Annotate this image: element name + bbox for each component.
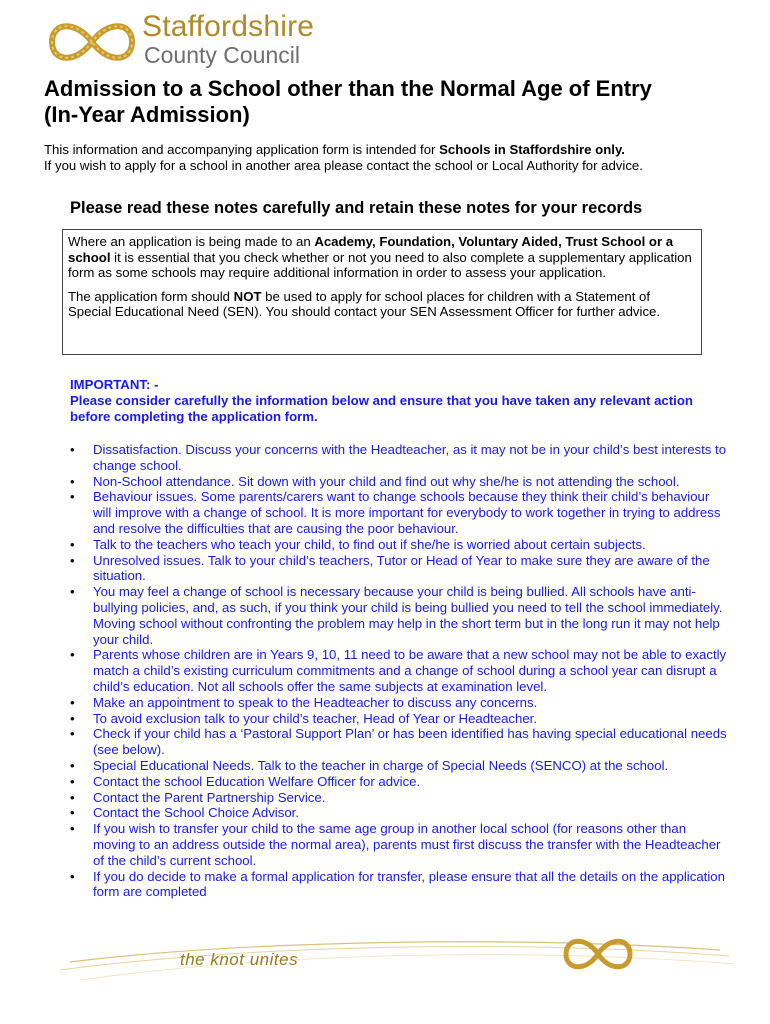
bullet-dot-icon: • [70,789,75,805]
bullet-dot-icon: • [70,489,75,505]
sen-paragraph [68,289,696,320]
bullet-item [70,489,730,536]
bullet-item [70,726,730,758]
footer-swoosh [0,930,770,1020]
footer [0,930,770,1020]
bullet-dot-icon: • [70,773,75,789]
bullet-dot-icon: • [70,821,75,837]
page-title [44,76,744,128]
academy-text-a: Where an application is being made to an [68,234,315,249]
title-line2: (In-Year Admission) [44,102,250,127]
org-name-line1: Staffordshire [142,10,315,43]
bullet-text: If you do decide to make a formal application for transfer, please ensure that all the details on the application form are completed [93,868,725,900]
bullet-item [70,537,730,553]
bullet-text: Unresolved issues. Talk to your child’s teachers, Tutor or Head of Year to make sure they are aware of the situation. [93,552,710,584]
academy-text-c: it is essential that you check whether or not you need to also complete a supplementary application form as some schools may require additional information in order to assess your application. [68,249,692,280]
bullet-text: Make an appointment to speak to the Headteacher to discuss any concerns. [93,694,538,710]
bullet-text: If you wish to transfer your child to the same age group in another local school (for reasons other than moving to an address outside the normal area), parents must first discuss the transfer with the Headteacher of the child’s current school. [93,821,721,868]
intro-line2-text: If you wish to apply for a school in another area please contact the school or Local Authority for advice. [44,158,643,173]
bullet-text: Contact the Parent Partnership Service. [93,789,326,805]
academy-text-emphasis: Academy, Foundation, Voluntary Aided, Trust School or a school [68,234,674,265]
important-label: IMPORTANT: - [70,377,159,392]
footer-tagline: the knot unites [180,950,299,969]
academy-paragraph [68,234,696,281]
bullet-text: Check if your child has a ‘Pastoral Support Plan’ or has been identified has having special educational needs (see below). [93,726,727,758]
bullet-item [70,805,730,821]
bullet-item [70,790,730,806]
bullet-item [70,442,730,474]
bullet-text: You may feel a change of school is necessary because your child is being bullied. All schools have anti-bullying policies, and, as such, if you think your child is being bullied you need to tell the school immediately. Moving school without confronting the problem may help in the short term but in the long run it may not help your child. [93,584,723,647]
council-logo [46,10,346,72]
notes-heading: Please read these notes carefully and retain these notes for your records [70,199,643,217]
bullet-text: To avoid exclusion talk to your child’s teacher, Head of Year or Headteacher. [93,710,538,726]
bullet-dot-icon: • [70,726,75,742]
bullet-text: Contact the School Choice Advisor. [93,805,299,821]
intro-text [44,142,754,174]
bullet-dot-icon: • [70,442,75,457]
bullet-text: Special Educational Needs. Talk to the teacher in charge of Special Needs (SENCO) at the school. [93,757,669,773]
bullet-item [70,695,730,711]
bullet-dot-icon: • [70,552,75,568]
bullet-text: Parents whose children are in Years 9, 10, 11 need to be aware that a new school may not be able to exactly match a child’s existing curriculum commitments and a change of school during a school year can disrupt a child’s education. Not all schools offer the same subjects at examination level. [93,647,727,694]
bullet-text: Behaviour issues. Some parents/carers want to change schools because they think their child’s behaviour will improve with a change of school. It is more important for everybody to work together in trying to address and resolve the difficulties that are causing the poor behaviour. [93,489,721,536]
bullet-item [70,774,730,790]
intro-line1-emphasis: Schools in Staffordshire only. [439,142,625,157]
sen-text-emphasis: NOT [233,288,262,304]
bullet-dot-icon: • [70,868,75,884]
sen-text-c: be used to apply for school places for children with a Statement of Special Educational Need (SEN). You should contact your SEN Assessment Officer for further advice. [68,288,661,319]
academy-notice-box [62,229,702,355]
bullet-item [70,553,730,585]
title-line1: Admission to a School other than the Normal Age of Entry [44,76,652,101]
bullet-dot-icon: • [70,584,75,600]
bullet-dot-icon: • [70,473,75,489]
bullet-dot-icon: • [70,805,75,821]
bullet-item [70,869,730,901]
stafford-knot-icon [46,16,138,68]
bullet-item [70,758,730,774]
bullet-dot-icon: • [70,647,75,663]
bullet-item [70,584,730,647]
bullet-text: Talk to the teachers who teach your child, to find out if she/he is worried about certain subjects. [93,536,646,552]
important-notice [70,377,730,425]
bullet-item [70,647,730,694]
org-name-line2: County Council [144,42,300,68]
bullet-text: Dissatisfaction. Discuss your concerns with the Headteacher, as it may not be in your child’s best interests to change school. [93,442,727,473]
bullet-item [70,821,730,868]
bullet-item [70,711,730,727]
bullet-text: Non-School attendance. Sit down with your child and find out why she/he is not attending the school. [93,473,680,489]
intro-line1-text: This information and accompanying application form is intended for [44,142,440,157]
important-text: Please consider carefully the information below and ensure that you have taken any relevant action before completing the application form. [70,393,693,424]
bullet-dot-icon: • [70,536,75,552]
sen-text-a: The application form should [68,288,234,304]
bullet-dot-icon: • [70,757,75,773]
advice-bullet-list [70,442,730,900]
bullet-dot-icon: • [70,710,75,726]
bullet-dot-icon: • [70,694,75,710]
bullet-item [70,474,730,490]
bullet-text: Contact the school Education Welfare Officer for advice. [93,773,421,789]
